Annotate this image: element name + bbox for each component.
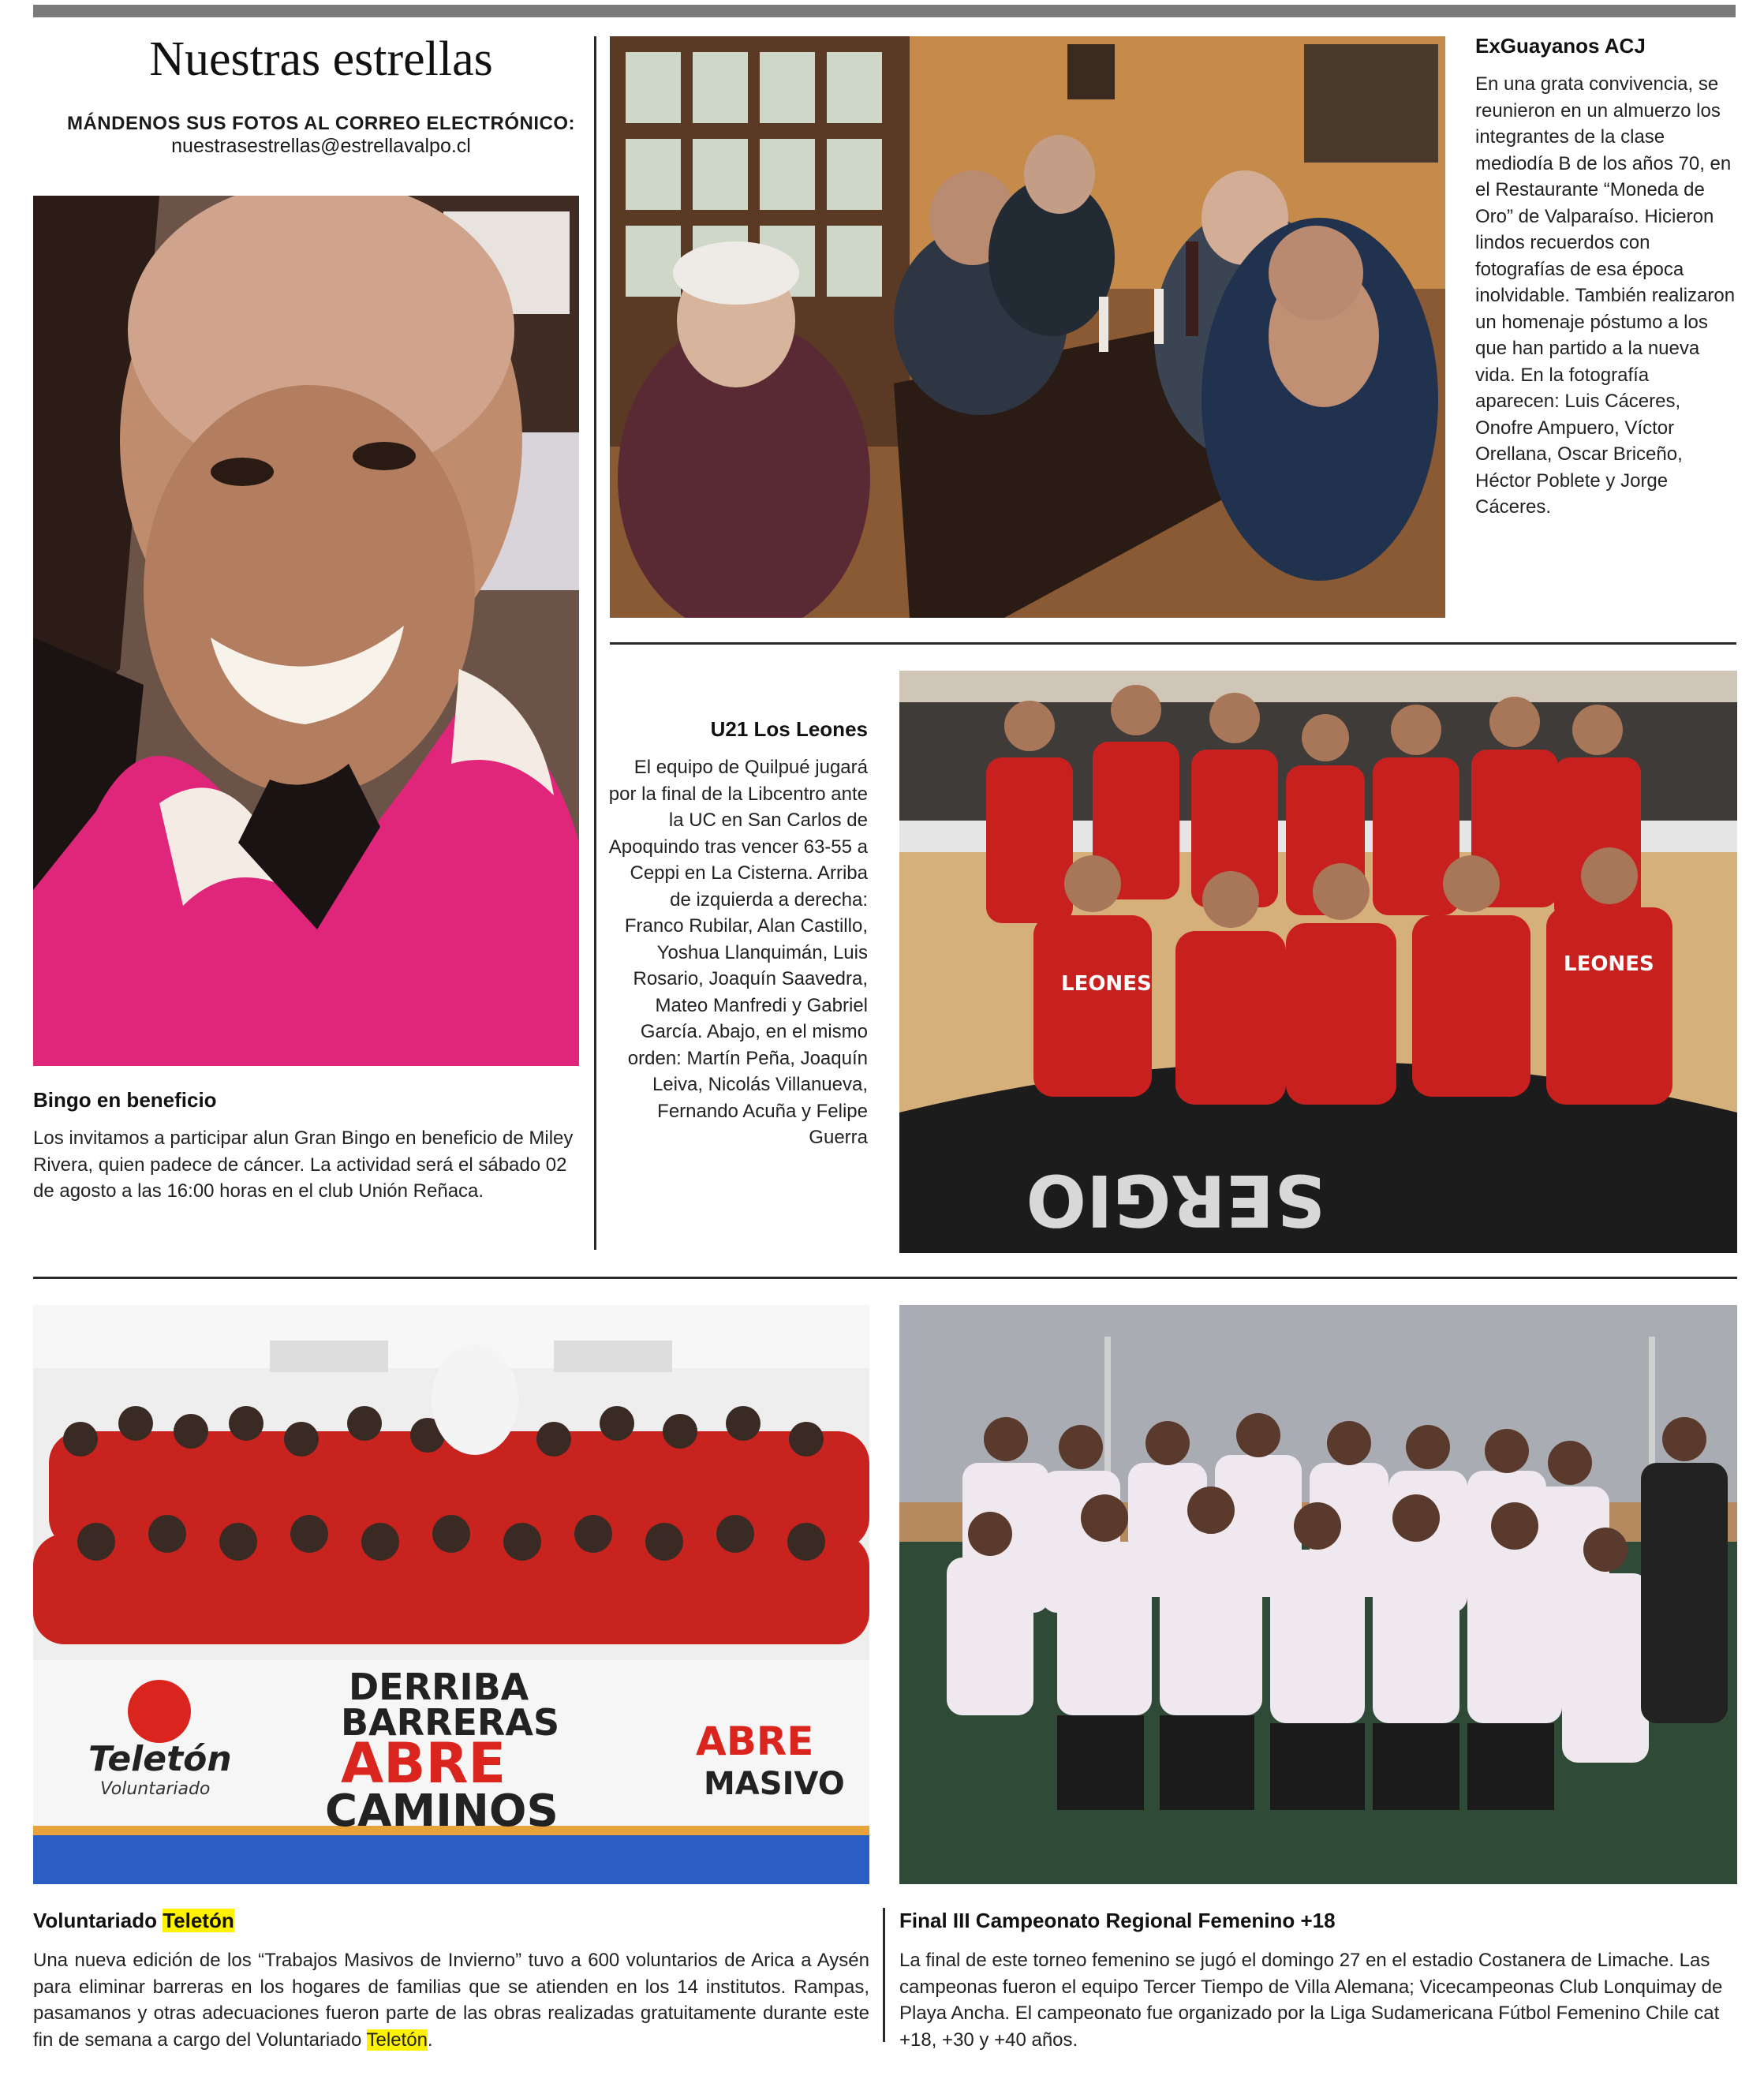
row-rule-upper — [610, 642, 1736, 645]
article-bingo-heading: Bingo en beneficio — [33, 1088, 217, 1112]
article-exguayanos-body: En una grata convivencia, se reunieron en un almuerzo los integrantes de la clase mediodía B de los años 70, en el Restaurante “Moneda de Oro” de Valparaíso. Hicieron lindos recuerdos con fotografías de esa época inolvidable. También realizaron un homenaje póstumo a los que han partido a la nueva vida. En la fotografía aparecen: Luis Cáceres, Onofre Ampuero, Víctor Orellana, Oscar Briceño, Héctor Poblete y Jorge Cáceres. — [1475, 73, 1736, 518]
banner-line3: ABRE — [341, 1731, 506, 1796]
article-u21-heading: U21 Los Leones — [710, 717, 868, 741]
article-u21 — [607, 716, 868, 1151]
contact-label: MÁNDENOS SUS FOTOS AL CORREO ELECTRÓNICO: — [66, 113, 576, 134]
banner-right1: ABRE — [696, 1718, 814, 1764]
photo-exguayanos-restaurant — [610, 36, 1445, 618]
article-femenino — [899, 1908, 1737, 2053]
article-femenino-heading: Final III Campeonato Regional Femenino +18 — [899, 1909, 1336, 1932]
article-bingo-body: Los invitamos a participar alun Gran Bingo en beneficio de Miley Rivera, quien padece de cáncer. La actividad será el sábado 02 de agosto a las 16:00 horas en el club Unión Reñaca. — [33, 1128, 574, 1202]
article-teleton — [33, 1908, 869, 2053]
article-teleton-heading-prefix: Voluntariado — [33, 1909, 163, 1932]
banner-logo: Teletón — [88, 1739, 232, 1779]
court-text: SERGIO — [1026, 1158, 1325, 1241]
article-u21-body: El equipo de Quilpué jugará por la final de la Libcentro ante la UC en San Carlos de Apoquindo tras vencer 63-55 a Ceppi en La Cisterna. Arriba de izquierda a derecha: Franco Rubilar, Alan Castillo, Yoshua Llanquimán, Luis Rosario, Joaquín Saavedra, Mateo Manfredi y Gabriel García. Abajo, en el mismo orden: Martín Peña, Joaquín Leiva, Nicolás Villanueva, Fernando Acuña y Felipe Guerra — [608, 757, 868, 1148]
article-bingo — [33, 1087, 589, 1205]
photo-teleton-volunteers — [33, 1305, 869, 1884]
photo-u21-leones-team — [899, 671, 1737, 1253]
jersey-text: LEONES — [1061, 972, 1152, 996]
article-teleton-body — [33, 1947, 869, 2053]
column-rule-left — [594, 36, 596, 1250]
article-teleton-heading-highlight: Teletón — [163, 1909, 234, 1932]
photo-bingo-portrait — [33, 196, 579, 1066]
banner-right2: MASIVO — [704, 1766, 845, 1802]
banner-line1: DERRIBA — [349, 1666, 529, 1708]
article-exguayanos-heading: ExGuayanos ACJ — [1475, 34, 1646, 58]
article-teleton-body-end: . — [427, 2029, 433, 2051]
article-femenino-body: La final de este torneo femenino se jugó el domingo 27 en el estadio Costanera de Limache. Las campeonas fueron el equipo Tercer Tiempo de Villa Alemana; Vicecampeonas Club Lonquimay de Playa Ancha. El campeonato fue organizado por la Liga Sudamericana Fútbol Femenino Chile cat +18, +30 y +40 años. — [899, 1950, 1723, 2051]
jersey-text-2: LEONES — [1564, 952, 1654, 976]
banner-logo-sub: Voluntariado — [100, 1779, 211, 1799]
article-exguayanos — [1475, 33, 1736, 521]
article-teleton-body-main: Una nueva edición de los “Trabajos Masivos de Invierno” tuvo a 600 voluntarios de Arica a Aysén para eliminar barreras en los hogares de familias que se atienden en los 14 institutos. Rampas, pasamanos y otras adecuaciones fueron parte de las obras realizadas gratuitamente durante este fin de semana a cargo del Voluntariado — [33, 1950, 869, 2051]
contact-email: nuestrasestrellas@estrellavalpo.cl — [171, 135, 471, 157]
section-title: Nuestras estrellas — [149, 32, 493, 86]
article-teleton-heading — [33, 1908, 869, 1933]
banner-line2: BARRERAS — [341, 1701, 560, 1744]
column-rule-bottom — [883, 1908, 885, 2042]
banner-line4: CAMINOS — [325, 1786, 559, 1837]
top-rule — [33, 5, 1736, 17]
row-rule-lower — [33, 1277, 1737, 1279]
article-teleton-body-highlight: Teletón — [366, 2029, 428, 2051]
photo-femenino-team — [899, 1305, 1737, 1884]
